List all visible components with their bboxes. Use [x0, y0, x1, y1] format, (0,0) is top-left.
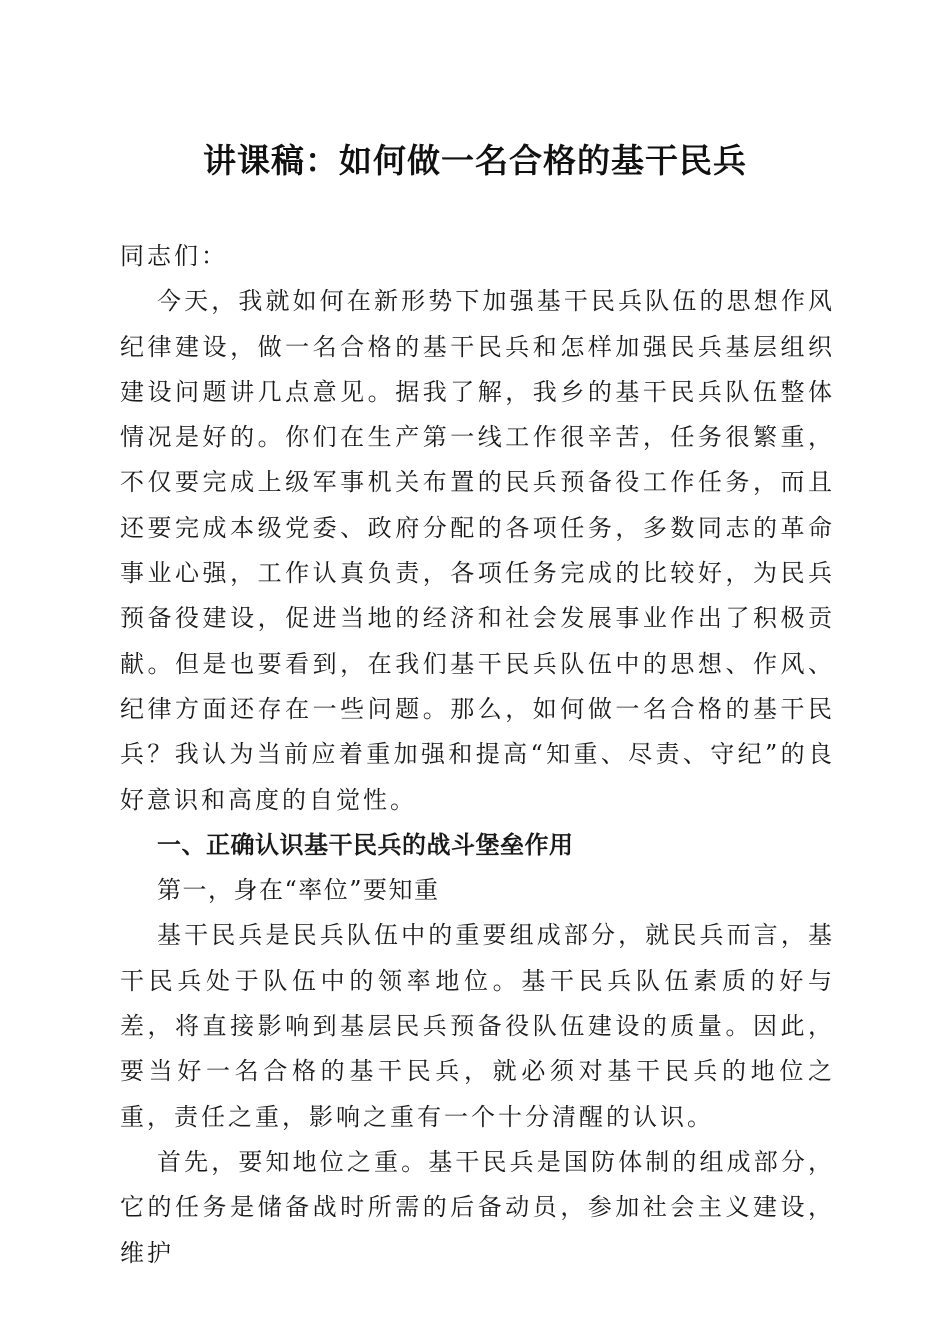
document-body	[120, 234, 835, 1276]
salutation: 同志们：	[120, 242, 228, 270]
paragraph-role: 基干民兵是民兵队伍中的重要组成部分，就民兵而言，基干民兵处于队伍中的领率地位。基干民兵队伍素质的好与差，将直接影响到基层民兵预备役队伍建设的质量。因此，要当好一名合格的基干民兵，就必须对基干民兵的地位之重，责任之重，影响之重有一个十分清醒的认识。	[120, 921, 835, 1131]
paragraph-first: 首先，要知地位之重。基干民兵是国防体制的组成部分，它的任务是储备战时所需的后备动员，参加社会主义建设，维护	[120, 1147, 835, 1267]
section-heading: 一、正确认识基干民兵的战斗堡垒作用	[157, 830, 574, 859]
subsection-heading: 第一，身在“率位”要知重	[157, 876, 440, 905]
paragraph-intro: 今天，我就如何在新形势下加强基干民兵队伍的思想作风纪律建设，做一名合格的基干民兵和怎样加强民兵基层组织建设问题讲几点意见。据我了解，我乡的基干民兵队伍整体情况是好的。你们在生产第一线工作很辛苦，任务很繁重，不仅要完成上级军事机关布置的民兵预备役工作任务，而且还要完成本级党委、政府分配的各项任务，多数同志的革命事业心强，工作认真负责，各项任务完成的比较好，为民兵预备役建设，促进当地的经济和社会发展事业作出了积极贡献。但是也要看到，在我们基干民兵队伍中的思想、作风、纪律方面还存在一些问题。那么，如何做一名合格的基干民兵？我认为当前应着重加强和提高“知重、尽责、守纪”的良好意识和高度的自觉性。	[120, 287, 835, 814]
document-title: 讲课稿：如何做一名合格的基干民兵	[203, 141, 747, 180]
